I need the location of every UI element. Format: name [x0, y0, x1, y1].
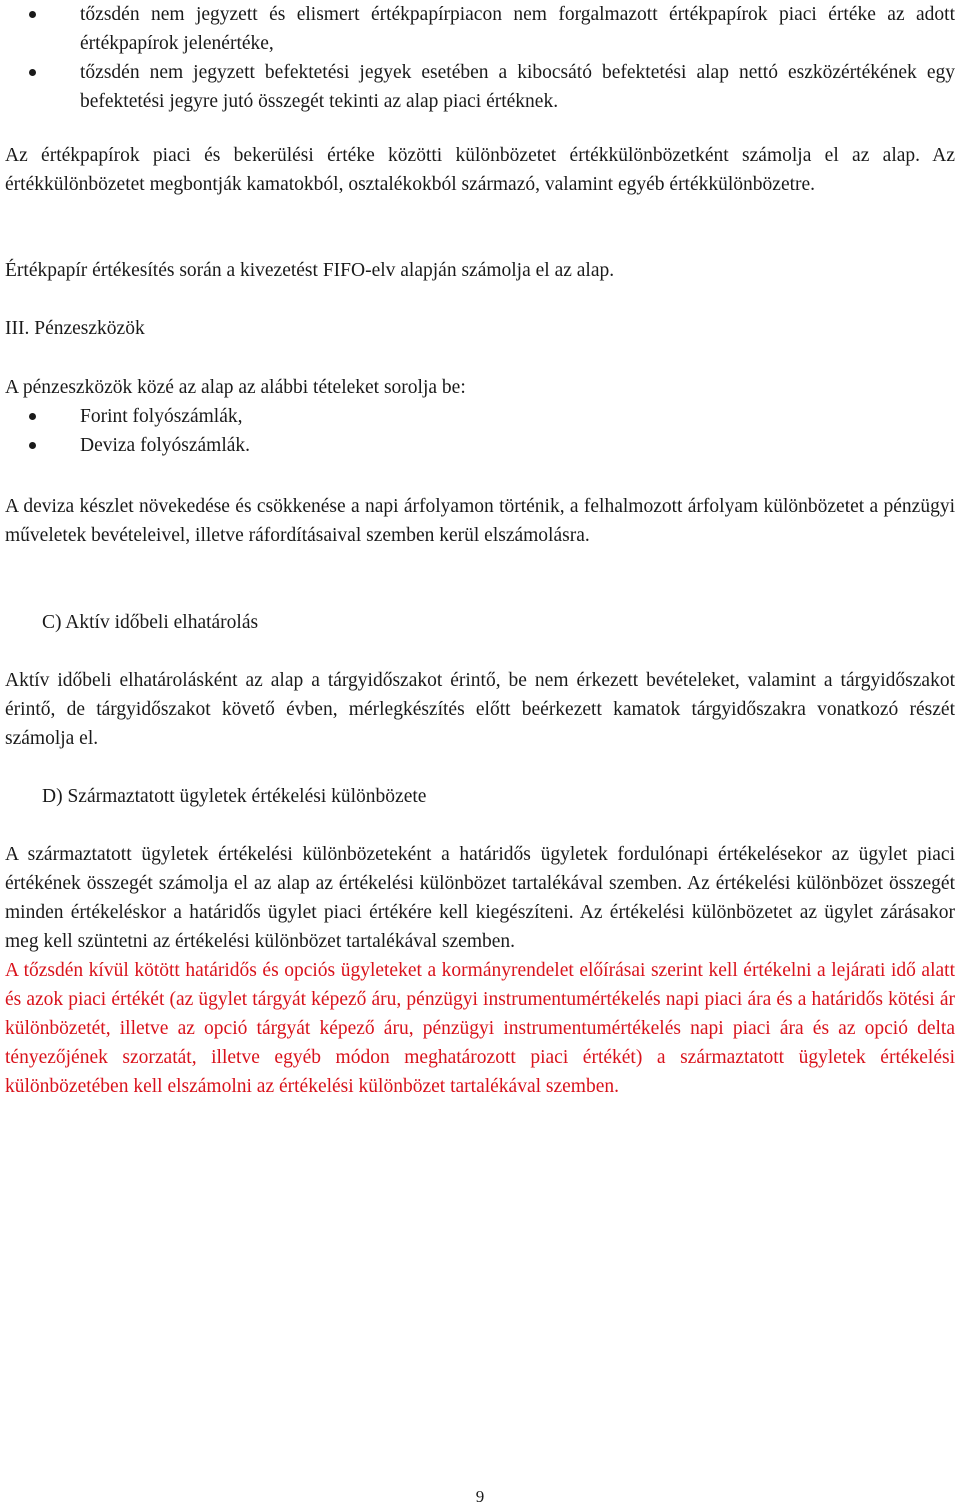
- paragraph-otc-red-highlight: A tőzsdén kívül kötött határidős és opciós ügyleteket a kormányrendelet előírásai szerint kell értékelni a lejárati idő alatt és azok piaci értékét (az ügylet tárgyát képező áru, pénzügyi instrumentumértékelés napi piaci ára és a határidős kötési ár különbözetét, illetve az opció tárgyát képező áru, pénzügyi instrumentumértékelés napi piaci ára és az opció delta tényezőjének szorzatát, illetve egyéb módon meghatározott piaci értékét) a származtatott ügyletek értékelési különbözetében kell elszámolni az értékelési különbözet tartalékával szemben.: [5, 960, 955, 1097]
- valuation-bullet-list: [5, 0, 955, 116]
- paragraph-deviza: A deviza készlet növekedése és csökkenése a napi árfolyamon történik, a felhalmozott árfolyam különbözetet a pénzügyi műveletek bevételeivel, illetve ráfordításaival szemben kerül elszámolásra.: [5, 496, 955, 546]
- list-item: tőzsdén nem jegyzett és elismert értékpapírpiacon nem forgalmazott értékpapírok piaci értéke az adott értékpapírok jelenértéke,: [5, 0, 955, 58]
- paragraph-aktiv-elhatarolas: Aktív időbeli elhatárolásként az alap a tárgyidőszakot érintő, be nem érkezett bevételeket, valamint a tárgyidőszakot érintő, de tárgyidőszakot követő évben, mérlegkészítés előtt beérkezett kamatok tárgyidőszakra vonatkozó részét számolja el.: [5, 670, 955, 749]
- heading-szarmaztatott-ugyletek: D) Származtatott ügyletek értékelési különbözete: [42, 786, 427, 807]
- list-item: Deviza folyószámlák.: [5, 431, 466, 460]
- derivatives-section: [5, 840, 955, 1101]
- paragraph-fifo: Értékpapír értékesítés során a kivezetést FIFO-elv alapján számolja el az alap.: [5, 260, 615, 281]
- page-number: 9: [475, 1487, 485, 1506]
- heading-aktiv-elhatarolas: C) Aktív időbeli elhatárolás: [42, 612, 259, 633]
- list-item: Forint folyószámlák,: [5, 402, 466, 431]
- paragraph-value-difference: Az értékpapírok piaci és bekerülési értéke közötti különbözetet értékkülönbözetként számolja el az alap. Az értékkülönbözetet megbontják kamatokból, osztalékokból származó, valamint egyéb értékkülönbözetre.: [5, 145, 955, 195]
- cash-bullet-list: [5, 402, 466, 460]
- heading-penzeszkozok: III. Pénzeszközök: [5, 318, 145, 339]
- paragraph-szarmaztatott: A származtatott ügyletek értékelési különbözeteként a határidős ügyletek fordulónapi értékelésekor az ügylet piaci értékének összegét számolja el az alap az értékelési különbözet tartalékával szemben. Az értékelési különbözet összegét minden értékeléskor a határidős ügylet piaci értékére kell kiegészíteni. Az értékelési különbözetet az ügylet zárásakor meg kell szüntetni az értékelési különbözet tartalékával szemben.: [5, 844, 955, 952]
- list-item: tőzsdén nem jegyzett befektetési jegyek esetében a kibocsátó befektetési alap nettó eszközértékének egy befektetési jegyre jutó összegét tekinti az alap piaci értéknek.: [5, 58, 955, 116]
- cash-section: [5, 373, 466, 460]
- paragraph-cash-intro: A pénzeszközök közé az alap az alábbi tételeket sorolja be:: [5, 377, 466, 398]
